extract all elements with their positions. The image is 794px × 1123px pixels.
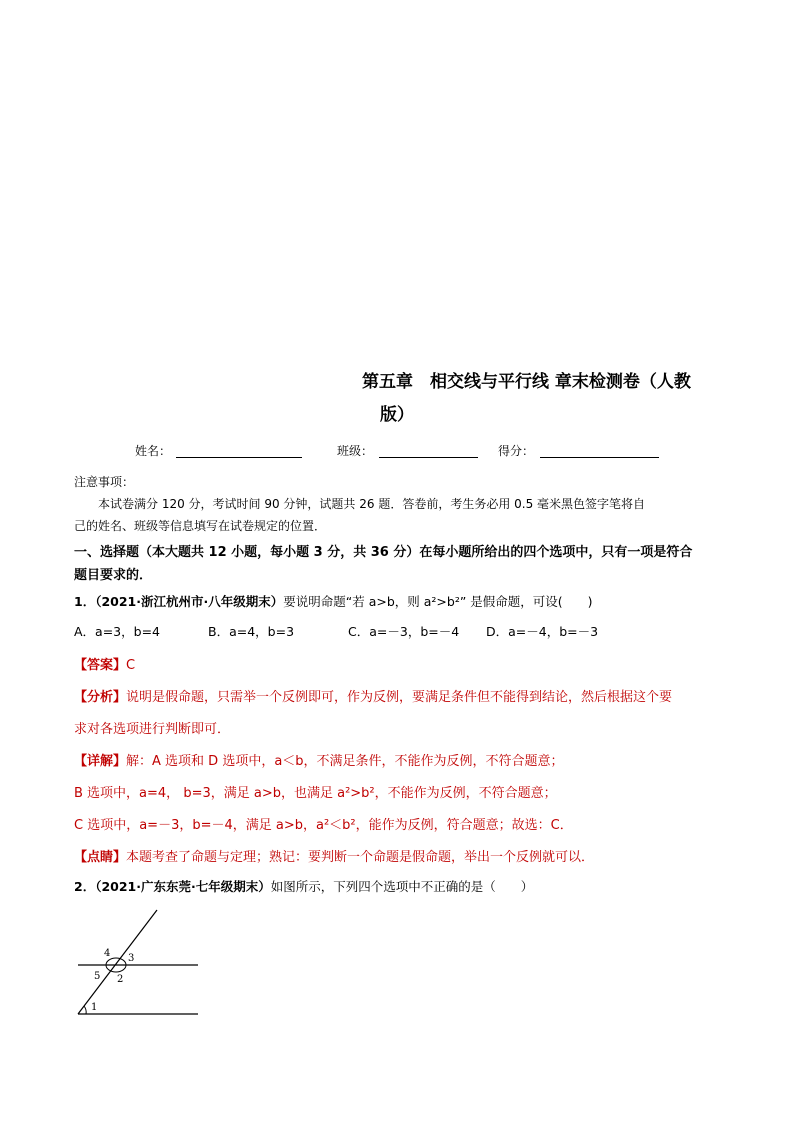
option-c: C．a=－3，b=－4 <box>348 624 460 639</box>
notice-line-1: 本试卷满分 120 分，考试时间 90 分钟，试题共 26 题．答卷前，考生务必用 0.5 毫米黑色签字笔将自 <box>98 497 646 511</box>
answer-line <box>74 654 135 673</box>
section-heading-line-2: 题目要求的． <box>74 568 153 583</box>
notice-line-2: 己的姓名、班级等信息填写在试卷规定的位置． <box>74 519 327 533</box>
score-blank[interactable] <box>540 457 659 458</box>
notice-heading: 注意事项： <box>74 475 135 489</box>
comment-text: 本题考查了命题与定理；熟记：要判断一个命题是假命题，举出一个反例就可以． <box>126 850 595 865</box>
angle-label-5: 5 <box>94 971 101 982</box>
question-1-number: 1． <box>74 594 96 609</box>
page-title: 第五章 相交线与平行线 章末检测卷（人教 <box>362 372 691 392</box>
option-d: D．a=－4，b=－3 <box>486 624 599 639</box>
comment-tag: 【点睛】 <box>74 850 127 865</box>
question-2-stem: 如图所示，下列四个选项中不正确的是（ ） <box>270 879 534 894</box>
class-label: 班级： <box>337 444 374 458</box>
score-label: 得分： <box>498 444 535 458</box>
angle-arc-1 <box>84 1006 86 1014</box>
question-2 <box>74 877 533 895</box>
question-1-stem: 要说明命题“若 a>b，则 a²>b²” 是假命题，可设( ) <box>283 594 593 609</box>
page-title-continued: 版） <box>380 405 414 425</box>
detail-line-2: B 选项中，a=4， b=3，满足 a>b，也满足 a²>b²，不能作为反例，不符合题意； <box>74 786 557 801</box>
class-blank[interactable] <box>379 457 478 458</box>
question-1 <box>74 592 593 610</box>
comment-line <box>74 846 594 865</box>
angles-figure <box>70 905 205 1020</box>
analysis-text-1: 说明是假命题，只需举一个反例即可，作为反例，要满足条件但不能得到结论，然后根据这个要 <box>126 690 673 705</box>
answer-value: C <box>126 658 136 673</box>
analysis-line-2: 求对各选项进行判断即可． <box>74 722 231 737</box>
detail-line-3: C 选项中，a=－3，b=－4，满足 a>b，a²＜b²，能作为反例，符合题意；故选：C． <box>74 818 573 833</box>
answer-tag: 【答案】 <box>74 658 127 673</box>
section-heading-line-1: 一、选择题（本大题共 12 小题，每小题 3 分，共 36 分）在每小题所给出的四个选项中，只有一项是符合 <box>74 545 693 560</box>
option-b: B．a=4，b=3 <box>208 624 295 639</box>
detail-tag: 【详解】 <box>74 754 127 769</box>
angle-label-3: 3 <box>128 953 135 964</box>
analysis-line-1 <box>74 686 672 705</box>
question-2-source: （2021·广东东莞·七年级期末） <box>95 879 271 894</box>
angle-label-2: 2 <box>117 974 124 985</box>
question-1-source: （2021·浙江杭州市·八年级期末） <box>95 594 284 609</box>
angle-label-1: 1 <box>91 1002 98 1013</box>
name-blank[interactable] <box>176 457 302 458</box>
transversal-line <box>78 910 157 1014</box>
option-a: A．a=3，b=4 <box>74 624 160 639</box>
detail-text-1: 解：A 选项和 D 选项中，a＜b，不满足条件，不能作为反例，不符合题意； <box>126 754 564 769</box>
question-2-number: 2． <box>74 879 96 894</box>
detail-line-1 <box>74 750 564 769</box>
name-label: 姓名： <box>135 444 172 458</box>
analysis-tag: 【分析】 <box>74 690 127 705</box>
angle-label-4: 4 <box>104 948 111 959</box>
